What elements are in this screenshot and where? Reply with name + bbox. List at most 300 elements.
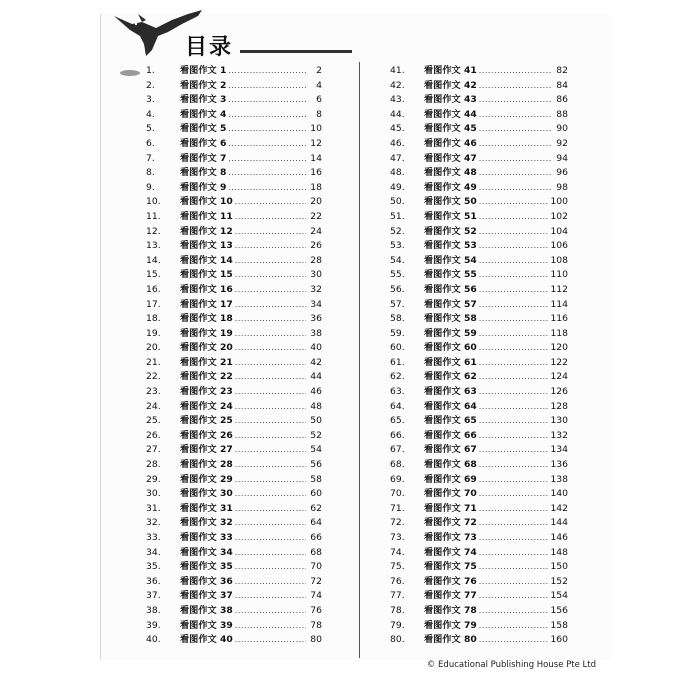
toc-leader-dots bbox=[235, 329, 306, 338]
toc-leader-dots bbox=[479, 635, 549, 644]
toc-entry[interactable] bbox=[390, 237, 568, 252]
toc-entry[interactable] bbox=[390, 529, 568, 544]
toc-leader-dots bbox=[235, 518, 306, 527]
toc-entry-page: 34 bbox=[310, 298, 322, 310]
toc-entry-title: 看图作文 52 bbox=[424, 225, 477, 237]
toc-entry-title: 看图作文 62 bbox=[424, 371, 477, 383]
toc-leader-dots bbox=[479, 343, 549, 352]
toc-entry[interactable] bbox=[146, 164, 322, 179]
toc-entry[interactable] bbox=[146, 106, 322, 121]
toc-entry-number: 3. bbox=[146, 94, 155, 106]
toc-entry-number: 49. bbox=[390, 181, 405, 193]
toc-leader-dots bbox=[479, 139, 552, 148]
toc-entry[interactable] bbox=[146, 529, 322, 544]
toc-leader-dots bbox=[235, 241, 306, 250]
toc-entry-title: 看图作文 8 bbox=[180, 167, 227, 179]
toc-leader-dots bbox=[235, 387, 306, 396]
toc-entry-number: 58. bbox=[390, 313, 405, 325]
toc-entry[interactable] bbox=[390, 398, 568, 413]
toc-leader-dots bbox=[235, 606, 306, 615]
toc-entry-title: 看图作文 39 bbox=[180, 619, 233, 631]
toc-leader-dots bbox=[479, 431, 549, 440]
toc-entry[interactable] bbox=[146, 179, 322, 194]
toc-entry-number: 57. bbox=[390, 298, 405, 310]
toc-entry-title: 看图作文 68 bbox=[424, 459, 477, 471]
toc-leader-dots bbox=[235, 343, 306, 352]
toc-entry[interactable] bbox=[390, 558, 568, 573]
toc-leader-dots bbox=[479, 95, 552, 104]
toc-entry-page: 60 bbox=[310, 488, 322, 500]
toc-entry-page: 68 bbox=[310, 546, 322, 558]
toc-entry-number: 6. bbox=[146, 137, 155, 149]
toc-entry[interactable] bbox=[146, 296, 322, 311]
toc-entry[interactable] bbox=[390, 281, 568, 296]
toc-entry-number: 32. bbox=[146, 517, 161, 529]
toc-entry-title: 看图作文 33 bbox=[180, 532, 233, 543]
toc-leader-dots bbox=[235, 270, 306, 279]
toc-leader-dots bbox=[235, 212, 306, 221]
toc-entry-page: 158 bbox=[550, 619, 568, 631]
toc-entry-page: 108 bbox=[550, 254, 568, 266]
toc-leader-dots bbox=[479, 110, 552, 119]
toc-entry-number: 41. bbox=[390, 65, 405, 76]
toc-entry-number: 62. bbox=[390, 371, 405, 383]
toc-entry-page: 92 bbox=[556, 137, 568, 149]
toc-entry[interactable] bbox=[390, 325, 568, 340]
toc-leader-dots bbox=[479, 402, 549, 411]
toc-entry-page: 50 bbox=[310, 415, 322, 427]
toc-leader-dots bbox=[235, 416, 306, 425]
toc-entry-page: 26 bbox=[310, 240, 322, 252]
toc-leader-dots bbox=[235, 591, 306, 600]
toc-leader-dots bbox=[479, 606, 549, 615]
toc-leader-dots bbox=[228, 110, 306, 119]
toc-entry-number: 73. bbox=[390, 532, 405, 543]
toc-entry-number: 75. bbox=[390, 561, 405, 573]
toc-leader-dots bbox=[235, 431, 306, 440]
toc-leader-dots bbox=[479, 329, 549, 338]
toc-entry[interactable] bbox=[390, 208, 568, 223]
toc-leader-dots bbox=[228, 168, 306, 177]
toc-entry[interactable] bbox=[146, 587, 322, 602]
toc-entry-number: 61. bbox=[390, 356, 405, 368]
toc-entry-title: 看图作文 42 bbox=[424, 79, 477, 91]
toc-entry[interactable] bbox=[390, 485, 568, 500]
toc-entry-title: 看图作文 41 bbox=[424, 65, 477, 76]
toc-entry-number: 16. bbox=[146, 283, 161, 295]
toc-entry-page: 28 bbox=[310, 254, 322, 266]
toc-entry[interactable] bbox=[146, 441, 322, 456]
toc-entry-number: 10. bbox=[146, 196, 161, 208]
toc-entry[interactable] bbox=[146, 617, 322, 632]
toc-entry[interactable] bbox=[146, 500, 322, 515]
toc-entry-page: 136 bbox=[550, 459, 568, 471]
toc-entry-number: 33. bbox=[146, 532, 161, 543]
toc-entry[interactable] bbox=[146, 135, 322, 150]
toc-entry[interactable] bbox=[390, 441, 568, 456]
toc-entry-page: 144 bbox=[550, 517, 568, 529]
toc-leader-dots bbox=[479, 256, 549, 265]
toc-entry-page: 80 bbox=[310, 634, 322, 646]
toc-entry-title: 看图作文 30 bbox=[180, 488, 233, 500]
toc-entry[interactable] bbox=[146, 208, 322, 223]
toc-entry-page: 20 bbox=[310, 196, 322, 208]
toc-entry[interactable] bbox=[146, 91, 322, 106]
toc-entry-page: 86 bbox=[556, 94, 568, 106]
toc-entry-title: 看图作文 60 bbox=[424, 342, 477, 354]
toc-entry-number: 47. bbox=[390, 152, 405, 164]
toc-entry-page: 152 bbox=[550, 575, 568, 587]
toc-leader-dots bbox=[228, 66, 306, 75]
toc-entry[interactable] bbox=[390, 62, 568, 77]
toc-entry-page: 104 bbox=[550, 225, 568, 237]
toc-leader-dots bbox=[479, 533, 549, 542]
toc-leader-dots bbox=[235, 489, 306, 498]
toc-entry[interactable] bbox=[146, 252, 322, 267]
toc-entry-number: 59. bbox=[390, 327, 405, 339]
toc-entry[interactable] bbox=[390, 471, 568, 486]
toc-entry-page: 96 bbox=[556, 167, 568, 179]
toc-entry-title: 看图作文 38 bbox=[180, 604, 233, 616]
toc-entry[interactable] bbox=[390, 514, 568, 529]
toc-entry[interactable] bbox=[146, 193, 322, 208]
toc-entry[interactable] bbox=[390, 296, 568, 311]
toc-leader-dots bbox=[479, 387, 549, 396]
toc-leader-dots bbox=[228, 95, 306, 104]
toc-entry-page: 82 bbox=[556, 65, 568, 76]
toc-leader-dots bbox=[235, 197, 306, 206]
toc-entry-number: 70. bbox=[390, 488, 405, 500]
toc-entry-title: 看图作文 20 bbox=[180, 342, 233, 354]
toc-entry-page: 118 bbox=[550, 327, 568, 339]
toc-entry-page: 84 bbox=[556, 79, 568, 91]
toc-entry[interactable] bbox=[390, 106, 568, 121]
toc-entry-title: 看图作文 45 bbox=[424, 123, 477, 135]
toc-entry[interactable] bbox=[146, 310, 322, 325]
toc-leader-dots bbox=[235, 285, 306, 294]
toc-leader-dots bbox=[479, 504, 549, 513]
toc-entry-number: 46. bbox=[390, 137, 405, 149]
page-title: 目录 bbox=[185, 35, 234, 60]
toc-entry-title: 看图作文 74 bbox=[424, 546, 477, 558]
toc-entry-title: 看图作文 44 bbox=[424, 108, 477, 120]
toc-entry[interactable] bbox=[390, 544, 568, 559]
toc-leader-dots bbox=[479, 518, 549, 527]
toc-entry[interactable] bbox=[146, 456, 322, 471]
toc-entry-title: 看图作文 14 bbox=[180, 254, 233, 266]
toc-leader-dots bbox=[235, 504, 306, 513]
toc-entry-page: 62 bbox=[310, 502, 322, 514]
toc-entry-number: 22. bbox=[146, 371, 161, 383]
toc-entry-number: 51. bbox=[390, 210, 405, 222]
toc-entry-page: 14 bbox=[310, 152, 322, 164]
toc-leader-dots bbox=[479, 183, 552, 192]
toc-entry-number: 9. bbox=[146, 181, 155, 193]
toc-entry[interactable] bbox=[390, 223, 568, 238]
toc-entry-number: 13. bbox=[146, 240, 161, 252]
toc-entry[interactable] bbox=[146, 631, 322, 646]
toc-entry-title: 看图作文 31 bbox=[180, 502, 233, 514]
toc-entry[interactable] bbox=[146, 412, 322, 427]
toc-leader-dots bbox=[235, 358, 306, 367]
toc-entry-number: 80. bbox=[390, 634, 405, 646]
toc-leader-dots bbox=[479, 154, 552, 163]
toc-entry-number: 53. bbox=[390, 240, 405, 252]
toc-entry[interactable] bbox=[146, 281, 322, 296]
toc-entry-number: 19. bbox=[146, 327, 161, 339]
toc-entry[interactable] bbox=[390, 456, 568, 471]
toc-entry-title: 看图作文 76 bbox=[424, 575, 477, 587]
toc-entry[interactable] bbox=[146, 427, 322, 442]
toc-entry-number: 69. bbox=[390, 473, 405, 485]
toc-entry-number: 26. bbox=[146, 429, 161, 441]
toc-leader-dots bbox=[479, 285, 549, 294]
toc-entry-number: 7. bbox=[146, 152, 155, 164]
toc-entry[interactable] bbox=[390, 266, 568, 281]
toc-entry[interactable] bbox=[146, 514, 322, 529]
toc-entry-number: 52. bbox=[390, 225, 405, 237]
toc-entry[interactable] bbox=[146, 558, 322, 573]
toc-entry-number: 14. bbox=[146, 254, 161, 266]
toc-entry-number: 8. bbox=[146, 167, 155, 179]
toc-entry-page: 106 bbox=[550, 240, 568, 252]
toc-entry-title: 看图作文 63 bbox=[424, 386, 477, 398]
toc-leader-dots bbox=[235, 256, 306, 265]
toc-entry[interactable] bbox=[146, 223, 322, 238]
toc-entry-title: 看图作文 66 bbox=[424, 429, 477, 441]
toc-entry-page: 52 bbox=[310, 429, 322, 441]
toc-entry-title: 看图作文 58 bbox=[424, 313, 477, 325]
toc-entry-number: 72. bbox=[390, 517, 405, 529]
toc-entry-page: 12 bbox=[310, 137, 322, 149]
toc-entry-number: 34. bbox=[146, 546, 161, 558]
toc-entry[interactable] bbox=[390, 368, 568, 383]
toc-entry-title: 看图作文 36 bbox=[180, 575, 233, 587]
toc-entry[interactable] bbox=[146, 325, 322, 340]
toc-entry-page: 142 bbox=[550, 502, 568, 514]
toc-entry[interactable] bbox=[390, 310, 568, 325]
toc-entry-title: 看图作文 17 bbox=[180, 298, 233, 310]
toc-entry-number: 65. bbox=[390, 415, 405, 427]
toc-leader-dots bbox=[479, 300, 549, 309]
toc-entry[interactable] bbox=[146, 266, 322, 281]
toc-leader-dots bbox=[235, 314, 306, 323]
toc-entry[interactable] bbox=[390, 252, 568, 267]
toc-entry[interactable] bbox=[390, 383, 568, 398]
toc-leader-dots bbox=[235, 562, 306, 571]
toc-leader-dots bbox=[479, 591, 549, 600]
toc-leader-dots bbox=[228, 139, 306, 148]
toc-entry-number: 11. bbox=[146, 210, 161, 222]
toc-leader-dots bbox=[228, 154, 306, 163]
toc-entry-page: 44 bbox=[310, 371, 322, 383]
toc-leader-dots bbox=[479, 577, 549, 586]
toc-entry-title: 看图作文 22 bbox=[180, 371, 233, 383]
toc-entry[interactable] bbox=[146, 120, 322, 135]
toc-leader-dots bbox=[479, 270, 549, 279]
toc-entry-page: 16 bbox=[310, 167, 322, 179]
toc-entry-title: 看图作文 75 bbox=[424, 561, 477, 573]
title-underline bbox=[240, 50, 352, 53]
toc-entry-title: 看图作文 54 bbox=[424, 254, 477, 266]
toc-entry-page: 124 bbox=[550, 371, 568, 383]
toc-entry-page: 10 bbox=[310, 123, 322, 135]
toc-entry[interactable] bbox=[390, 120, 568, 135]
toc-entry-number: 29. bbox=[146, 473, 161, 485]
toc-entry[interactable] bbox=[390, 617, 568, 632]
toc-entry-page: 8 bbox=[316, 108, 322, 120]
toc-entry-page: 114 bbox=[550, 298, 568, 310]
toc-entry-title: 看图作文 37 bbox=[180, 590, 233, 602]
toc-entry-page: 6 bbox=[316, 94, 322, 106]
toc-leader-dots bbox=[479, 66, 552, 75]
toc-entry-number: 45. bbox=[390, 123, 405, 135]
toc-entry-number: 5. bbox=[146, 123, 155, 135]
toc-entry-number: 25. bbox=[146, 415, 161, 427]
toc-entry-title: 看图作文 55 bbox=[424, 269, 477, 281]
toc-entry[interactable] bbox=[146, 602, 322, 617]
toc-entry-page: 78 bbox=[310, 619, 322, 631]
toc-entry[interactable] bbox=[390, 164, 568, 179]
toc-entry[interactable] bbox=[390, 339, 568, 354]
toc-entry-title: 看图作文 53 bbox=[424, 240, 477, 252]
toc-entry[interactable] bbox=[390, 631, 568, 646]
toc-entry-number: 66. bbox=[390, 429, 405, 441]
toc-entry[interactable] bbox=[146, 237, 322, 252]
toc-entry[interactable] bbox=[146, 150, 322, 165]
toc-entry[interactable] bbox=[146, 485, 322, 500]
toc-entry-page: 150 bbox=[550, 561, 568, 573]
toc-entry-page: 38 bbox=[310, 327, 322, 339]
toc-entry-title: 看图作文 80 bbox=[424, 634, 477, 646]
toc-entry-title: 看图作文 40 bbox=[180, 634, 233, 646]
toc-entry[interactable] bbox=[146, 368, 322, 383]
toc-entry-number: 54. bbox=[390, 254, 405, 266]
toc-leader-dots bbox=[479, 562, 549, 571]
toc-leader-dots bbox=[479, 81, 552, 90]
toc-entry-number: 79. bbox=[390, 619, 405, 631]
toc-entry-title: 看图作文 7 bbox=[180, 152, 227, 164]
toc-entry-page: 130 bbox=[550, 415, 568, 427]
toc-entry[interactable] bbox=[146, 383, 322, 398]
toc-entry-title: 看图作文 73 bbox=[424, 532, 477, 543]
toc-entry-title: 看图作文 10 bbox=[180, 196, 233, 208]
toc-entry-page: 138 bbox=[550, 473, 568, 485]
toc-leader-dots bbox=[235, 548, 306, 557]
toc-leader-dots bbox=[235, 475, 306, 484]
toc-column-right bbox=[390, 62, 568, 646]
toc-entry[interactable] bbox=[146, 544, 322, 559]
toc-leader-dots bbox=[235, 402, 306, 411]
toc-entry[interactable] bbox=[390, 573, 568, 588]
toc-leader-dots bbox=[479, 416, 549, 425]
toc-entry-page: 54 bbox=[310, 444, 322, 456]
toc-entry-title: 看图作文 51 bbox=[424, 210, 477, 222]
toc-entry[interactable] bbox=[390, 354, 568, 369]
toc-entry-title: 看图作文 69 bbox=[424, 473, 477, 485]
decorative-bullet bbox=[120, 70, 140, 76]
toc-entry[interactable] bbox=[146, 77, 322, 92]
toc-entry-number: 50. bbox=[390, 196, 405, 208]
toc-entry-number: 23. bbox=[146, 386, 161, 398]
toc-entry-number: 76. bbox=[390, 575, 405, 587]
toc-entry-title: 看图作文 15 bbox=[180, 269, 233, 281]
toc-entry-title: 看图作文 48 bbox=[424, 167, 477, 179]
toc-leader-dots bbox=[228, 183, 306, 192]
toc-entry-page: 48 bbox=[310, 400, 322, 412]
toc-entry-page: 100 bbox=[550, 196, 568, 208]
toc-leader-dots bbox=[479, 489, 549, 498]
toc-column-left bbox=[146, 62, 322, 646]
toc-entry[interactable] bbox=[146, 354, 322, 369]
toc-entry-page: 88 bbox=[556, 108, 568, 120]
toc-entry-title: 看图作文 49 bbox=[424, 181, 477, 193]
toc-entry-page: 74 bbox=[310, 590, 322, 602]
toc-entry[interactable] bbox=[390, 77, 568, 92]
toc-entry-page: 36 bbox=[310, 313, 322, 325]
toc-leader-dots bbox=[479, 460, 549, 469]
toc-entry-page: 126 bbox=[550, 386, 568, 398]
toc-leader-dots bbox=[479, 445, 549, 454]
toc-entry-title: 看图作文 35 bbox=[180, 561, 233, 573]
toc-entry-number: 77. bbox=[390, 590, 405, 602]
toc-entry-title: 看图作文 29 bbox=[180, 473, 233, 485]
toc-entry-title: 看图作文 16 bbox=[180, 283, 233, 295]
toc-entry-number: 60. bbox=[390, 342, 405, 354]
toc-entry-number: 17. bbox=[146, 298, 161, 310]
toc-entry-page: 154 bbox=[550, 590, 568, 602]
toc-entry-title: 看图作文 56 bbox=[424, 283, 477, 295]
toc-entry-page: 156 bbox=[550, 604, 568, 616]
toc-entry[interactable] bbox=[390, 193, 568, 208]
toc-entry-title: 看图作文 27 bbox=[180, 444, 233, 456]
toc-entry-number: 1. bbox=[146, 65, 155, 76]
toc-entry-number: 44. bbox=[390, 108, 405, 120]
toc-entry-title: 看图作文 32 bbox=[180, 517, 233, 529]
toc-entry[interactable] bbox=[146, 62, 322, 77]
toc-leader-dots bbox=[235, 372, 306, 381]
toc-entry[interactable] bbox=[146, 339, 322, 354]
toc-entry-title: 看图作文 18 bbox=[180, 313, 233, 325]
toc-entry[interactable] bbox=[390, 412, 568, 427]
toc-leader-dots bbox=[235, 621, 306, 630]
toc-entry-title: 看图作文 23 bbox=[180, 386, 233, 398]
toc-entry-title: 看图作文 79 bbox=[424, 619, 477, 631]
toc-entry[interactable] bbox=[390, 602, 568, 617]
toc-entry-title: 看图作文 26 bbox=[180, 429, 233, 441]
toc-entry[interactable] bbox=[390, 427, 568, 442]
toc-entry[interactable] bbox=[390, 150, 568, 165]
toc-leader-dots bbox=[228, 81, 306, 90]
toc-entry-number: 2. bbox=[146, 79, 155, 91]
toc-entry[interactable] bbox=[390, 179, 568, 194]
toc-entry-page: 132 bbox=[550, 429, 568, 441]
toc-leader-dots bbox=[479, 314, 549, 323]
toc-entry-page: 90 bbox=[556, 123, 568, 135]
toc-entry-title: 看图作文 61 bbox=[424, 356, 477, 368]
toc-entry-number: 39. bbox=[146, 619, 161, 631]
toc-entry[interactable] bbox=[146, 398, 322, 413]
toc-entry[interactable] bbox=[390, 91, 568, 106]
column-divider bbox=[359, 62, 360, 658]
toc-entry[interactable] bbox=[146, 573, 322, 588]
toc-entry[interactable] bbox=[390, 135, 568, 150]
toc-entry-title: 看图作文 59 bbox=[424, 327, 477, 339]
toc-entry[interactable] bbox=[146, 471, 322, 486]
toc-entry[interactable] bbox=[390, 587, 568, 602]
toc-entry-number: 37. bbox=[146, 590, 161, 602]
toc-entry[interactable] bbox=[390, 500, 568, 515]
